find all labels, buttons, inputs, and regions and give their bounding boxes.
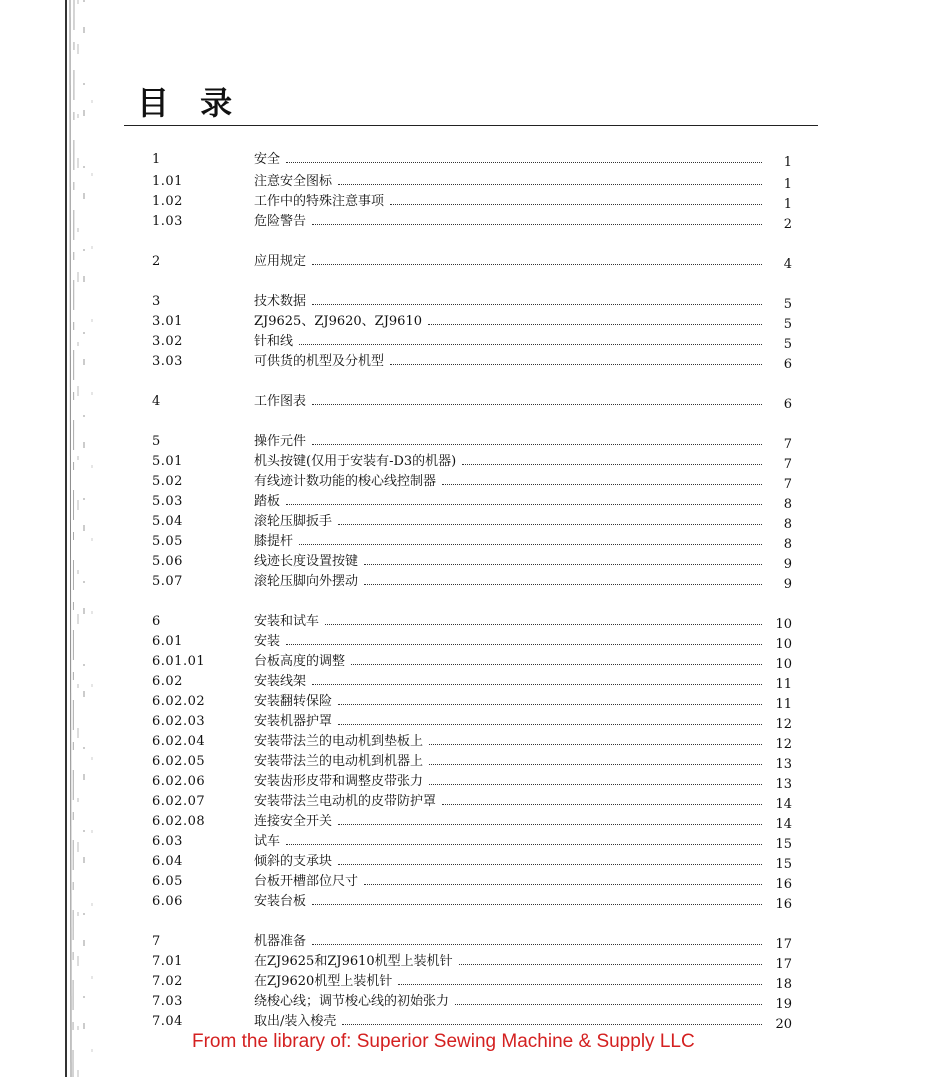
section-title: 机器准备 [254, 934, 307, 949]
toc-row[interactable] [152, 452, 792, 472]
section-number: 3.02 [152, 334, 183, 349]
section-number: 6.02.06 [152, 774, 206, 789]
section-number: 5.06 [152, 554, 183, 569]
section-number: 6.01.01 [152, 654, 206, 669]
dot-leader [364, 584, 762, 585]
toc-row[interactable] [152, 572, 792, 592]
section-number: 3.01 [152, 314, 183, 329]
toc-entry [254, 512, 762, 532]
section-number: 5.04 [152, 514, 183, 529]
page-number: 9 [783, 577, 792, 592]
toc-entry [254, 872, 762, 892]
page-number: 12 [775, 737, 792, 752]
page-number: 18 [775, 977, 792, 992]
toc-row[interactable] [152, 352, 792, 372]
toc-entry [254, 392, 762, 412]
toc-entry [254, 712, 762, 732]
dot-leader [312, 404, 762, 405]
section-number: 5.03 [152, 494, 183, 509]
toc-row[interactable] [152, 632, 792, 652]
dot-leader [286, 504, 762, 505]
page-number: 14 [775, 817, 792, 832]
dot-leader [312, 304, 762, 305]
toc-row[interactable] [152, 150, 792, 170]
toc-row[interactable] [152, 552, 792, 572]
toc-row[interactable] [152, 892, 792, 912]
section-title: 在ZJ9620机型上装机针 [254, 974, 393, 989]
dot-leader [338, 864, 762, 865]
toc-entry [254, 572, 762, 592]
page-number: 5 [783, 337, 792, 352]
section-number: 7.02 [152, 974, 183, 989]
toc-row[interactable] [152, 992, 792, 1012]
section-number: 6.02 [152, 674, 183, 689]
toc-entry [254, 192, 762, 212]
section-title: 安装 [254, 634, 281, 649]
dot-leader [338, 184, 762, 185]
section-title: 有线迹计数功能的梭心线控制器 [254, 474, 437, 489]
toc-entry [254, 632, 762, 652]
toc-row[interactable] [152, 612, 792, 632]
toc-entry [254, 150, 762, 170]
toc-entry [254, 1012, 762, 1032]
toc-entry [254, 892, 762, 912]
section-number: 6.06 [152, 894, 183, 909]
section-number: 1.01 [152, 174, 183, 189]
section-title: 连接安全开关 [254, 814, 333, 829]
dot-leader [429, 764, 762, 765]
page-number: 15 [775, 857, 792, 872]
section-title: 危险警告 [254, 214, 307, 229]
section-number: 6.03 [152, 834, 183, 849]
section-number: 6.02.02 [152, 694, 206, 709]
dot-leader [312, 224, 762, 225]
dot-leader [398, 984, 762, 985]
section-title: 机头按键(仅用于安装有-D3的机器) [254, 454, 457, 469]
toc-row[interactable] [152, 732, 792, 752]
dot-leader [325, 624, 762, 625]
section-title: 绕梭心线；调节梭心线的初始张力 [254, 994, 450, 1009]
page-number: 13 [775, 757, 792, 772]
dot-leader [312, 264, 762, 265]
dot-leader [342, 1024, 762, 1025]
toc-row[interactable] [152, 832, 792, 852]
dot-leader [286, 644, 762, 645]
dot-leader [299, 344, 762, 345]
section-title: 安装机器护罩 [254, 714, 333, 729]
dot-leader [364, 564, 762, 565]
section-title: 滚轮压脚向外摆动 [254, 574, 359, 589]
page-number: 17 [775, 937, 792, 952]
page-number: 12 [775, 717, 792, 732]
section-number: 3.03 [152, 354, 183, 369]
section-number: 1.03 [152, 214, 183, 229]
page-number: 1 [783, 155, 792, 170]
section-number: 7.04 [152, 1014, 183, 1029]
toc-entry [254, 212, 762, 232]
dot-leader [455, 1004, 762, 1005]
dot-leader [462, 464, 762, 465]
toc-row[interactable] [152, 772, 792, 792]
dot-leader [390, 364, 762, 365]
toc-entry [254, 332, 762, 352]
dot-leader [312, 944, 762, 945]
section-title: 取出/装入梭壳 [254, 1014, 337, 1029]
section-title: 线迹长度设置按键 [254, 554, 359, 569]
section-number: 3 [152, 294, 161, 309]
dot-leader [459, 964, 762, 965]
section-number: 5.05 [152, 534, 183, 549]
section-title: 安装台板 [254, 894, 307, 909]
toc-entry [254, 432, 762, 452]
toc-entry [254, 652, 762, 672]
toc-row[interactable] [152, 812, 792, 832]
dot-leader [312, 904, 762, 905]
page-number: 6 [783, 357, 792, 372]
page-number: 20 [775, 1017, 792, 1032]
toc-entry [254, 612, 762, 632]
page-number: 10 [775, 617, 792, 632]
page-title: 目 录 [137, 84, 243, 122]
dot-leader [338, 824, 762, 825]
toc-entry [254, 792, 762, 812]
dot-leader [351, 664, 762, 665]
toc-entry [254, 452, 762, 472]
section-title: 台板开槽部位尺寸 [254, 874, 359, 889]
toc-row[interactable] [152, 972, 792, 992]
section-title: 安装翻转保险 [254, 694, 333, 709]
section-number: 6.02.07 [152, 794, 206, 809]
toc-row[interactable] [152, 852, 792, 872]
dot-leader [364, 884, 762, 885]
section-title: 试车 [254, 834, 281, 849]
page-number: 7 [783, 477, 792, 492]
section-title: 安装带法兰的电动机到机器上 [254, 754, 424, 769]
section-title: 台板高度的调整 [254, 654, 346, 669]
page-number: 10 [775, 657, 792, 672]
toc-entry [254, 472, 762, 492]
title-underline [124, 125, 818, 126]
page-number: 10 [775, 637, 792, 652]
section-title: 安装齿形皮带和调整皮带张力 [254, 774, 424, 789]
section-number: 6 [152, 614, 161, 629]
toc-row[interactable] [152, 752, 792, 772]
toc-entry [254, 252, 762, 272]
toc-entry [254, 852, 762, 872]
toc-entry [254, 672, 762, 692]
section-title: 针和线 [254, 334, 294, 349]
page-number: 11 [775, 697, 792, 712]
toc-row[interactable] [152, 332, 792, 352]
section-title: 应用规定 [254, 254, 307, 269]
toc-entry [254, 732, 762, 752]
toc-entry [254, 352, 762, 372]
section-title: 滚轮压脚扳手 [254, 514, 333, 529]
section-title: 安装带法兰的电动机到垫板上 [254, 734, 424, 749]
toc-row[interactable] [152, 432, 792, 452]
dot-leader [312, 684, 762, 685]
toc-entry [254, 172, 762, 192]
section-title: 工作中的特殊注意事项 [254, 194, 385, 209]
section-title: 安装线架 [254, 674, 307, 689]
toc-entry [254, 992, 762, 1012]
page-number: 9 [783, 557, 792, 572]
section-number: 1 [152, 152, 161, 167]
dot-leader [442, 804, 762, 805]
toc-row[interactable] [152, 1012, 792, 1032]
toc-entry [254, 312, 762, 332]
section-title: 工作图表 [254, 394, 307, 409]
page-number: 8 [783, 517, 792, 532]
page-number: 8 [783, 497, 792, 512]
toc-row[interactable] [152, 252, 792, 272]
toc-entry [254, 932, 762, 952]
toc-row[interactable] [152, 192, 792, 212]
toc-row[interactable] [152, 532, 792, 552]
toc-row[interactable] [152, 492, 792, 512]
toc-row[interactable] [152, 472, 792, 492]
toc-entry [254, 492, 762, 512]
toc-entry [254, 532, 762, 552]
toc-row[interactable] [152, 512, 792, 532]
section-number: 6.02.03 [152, 714, 206, 729]
page-number: 8 [783, 537, 792, 552]
dot-leader [338, 724, 762, 725]
toc-entry [254, 952, 762, 972]
toc-row[interactable] [152, 692, 792, 712]
dot-leader [429, 784, 762, 785]
page-number: 11 [775, 677, 792, 692]
toc-row[interactable] [152, 932, 792, 952]
section-number: 4 [152, 394, 161, 409]
section-title: ZJ9625、ZJ9620、ZJ9610 [254, 314, 422, 329]
page-number: 19 [775, 997, 792, 1012]
scan-binding-edge [0, 0, 100, 1077]
dot-leader [390, 204, 762, 205]
toc-row[interactable] [152, 172, 792, 192]
section-title: 技术数据 [254, 294, 307, 309]
page-number: 6 [783, 397, 792, 412]
page-number: 7 [783, 437, 792, 452]
dot-leader [428, 324, 762, 325]
section-number: 6.01 [152, 634, 183, 649]
page-number: 7 [783, 457, 792, 472]
dot-leader [299, 544, 762, 545]
section-number: 5.01 [152, 454, 183, 469]
page-number: 5 [783, 317, 792, 332]
section-title: 膝提杆 [254, 534, 294, 549]
toc-entry [254, 832, 762, 852]
library-footer: From the library of: Superior Sewing Machine & Supply LLC [192, 1031, 695, 1052]
toc-entry [254, 752, 762, 772]
toc-row[interactable] [152, 872, 792, 892]
dot-leader [312, 444, 762, 445]
dot-leader [338, 704, 762, 705]
section-title: 在ZJ9625和ZJ9610机型上装机针 [254, 954, 453, 969]
toc-row[interactable] [152, 212, 792, 232]
section-number: 6.02.05 [152, 754, 206, 769]
dot-leader [429, 744, 762, 745]
section-number: 7.01 [152, 954, 183, 969]
page-number: 15 [775, 837, 792, 852]
toc-row[interactable] [152, 792, 792, 812]
section-title: 踏板 [254, 494, 281, 509]
section-title: 安全 [254, 152, 281, 167]
section-title: 倾斜的支承块 [254, 854, 333, 869]
section-number: 7.03 [152, 994, 183, 1009]
section-title: 安装和试车 [254, 614, 320, 629]
toc-entry [254, 972, 762, 992]
section-number: 6.05 [152, 874, 183, 889]
toc-row[interactable] [152, 392, 792, 412]
dot-leader [338, 524, 762, 525]
page-number: 1 [783, 197, 792, 212]
page-number: 5 [783, 297, 792, 312]
page-number: 4 [783, 257, 792, 272]
section-number: 5.07 [152, 574, 183, 589]
toc-row[interactable] [152, 292, 792, 312]
page-number: 17 [775, 957, 792, 972]
page-number: 1 [783, 177, 792, 192]
toc-entry [254, 812, 762, 832]
toc-entry [254, 772, 762, 792]
toc-row[interactable] [152, 952, 792, 972]
toc-row[interactable] [152, 652, 792, 672]
dot-leader [286, 162, 762, 163]
toc-entry [254, 692, 762, 712]
page-number: 13 [775, 777, 792, 792]
page-number: 14 [775, 797, 792, 812]
dot-leader [442, 484, 762, 485]
toc-row[interactable] [152, 312, 792, 332]
section-title: 操作元件 [254, 434, 307, 449]
dot-leader [286, 844, 762, 845]
section-number: 6.02.04 [152, 734, 206, 749]
toc-row[interactable] [152, 712, 792, 732]
page-number: 16 [775, 897, 792, 912]
page-number: 16 [775, 877, 792, 892]
section-title: 可供货的机型及分机型 [254, 354, 385, 369]
section-number: 7 [152, 934, 161, 949]
section-number: 6.02.08 [152, 814, 206, 829]
section-number: 5 [152, 434, 161, 449]
toc-row[interactable] [152, 672, 792, 692]
section-number: 1.02 [152, 194, 183, 209]
toc-entry [254, 552, 762, 572]
section-number: 2 [152, 254, 161, 269]
toc-entry [254, 292, 762, 312]
section-title: 安装带法兰电动机的皮带防护罩 [254, 794, 437, 809]
section-title: 注意安全图标 [254, 174, 333, 189]
page-number: 2 [783, 217, 792, 232]
section-number: 5.02 [152, 474, 183, 489]
section-number: 6.04 [152, 854, 183, 869]
